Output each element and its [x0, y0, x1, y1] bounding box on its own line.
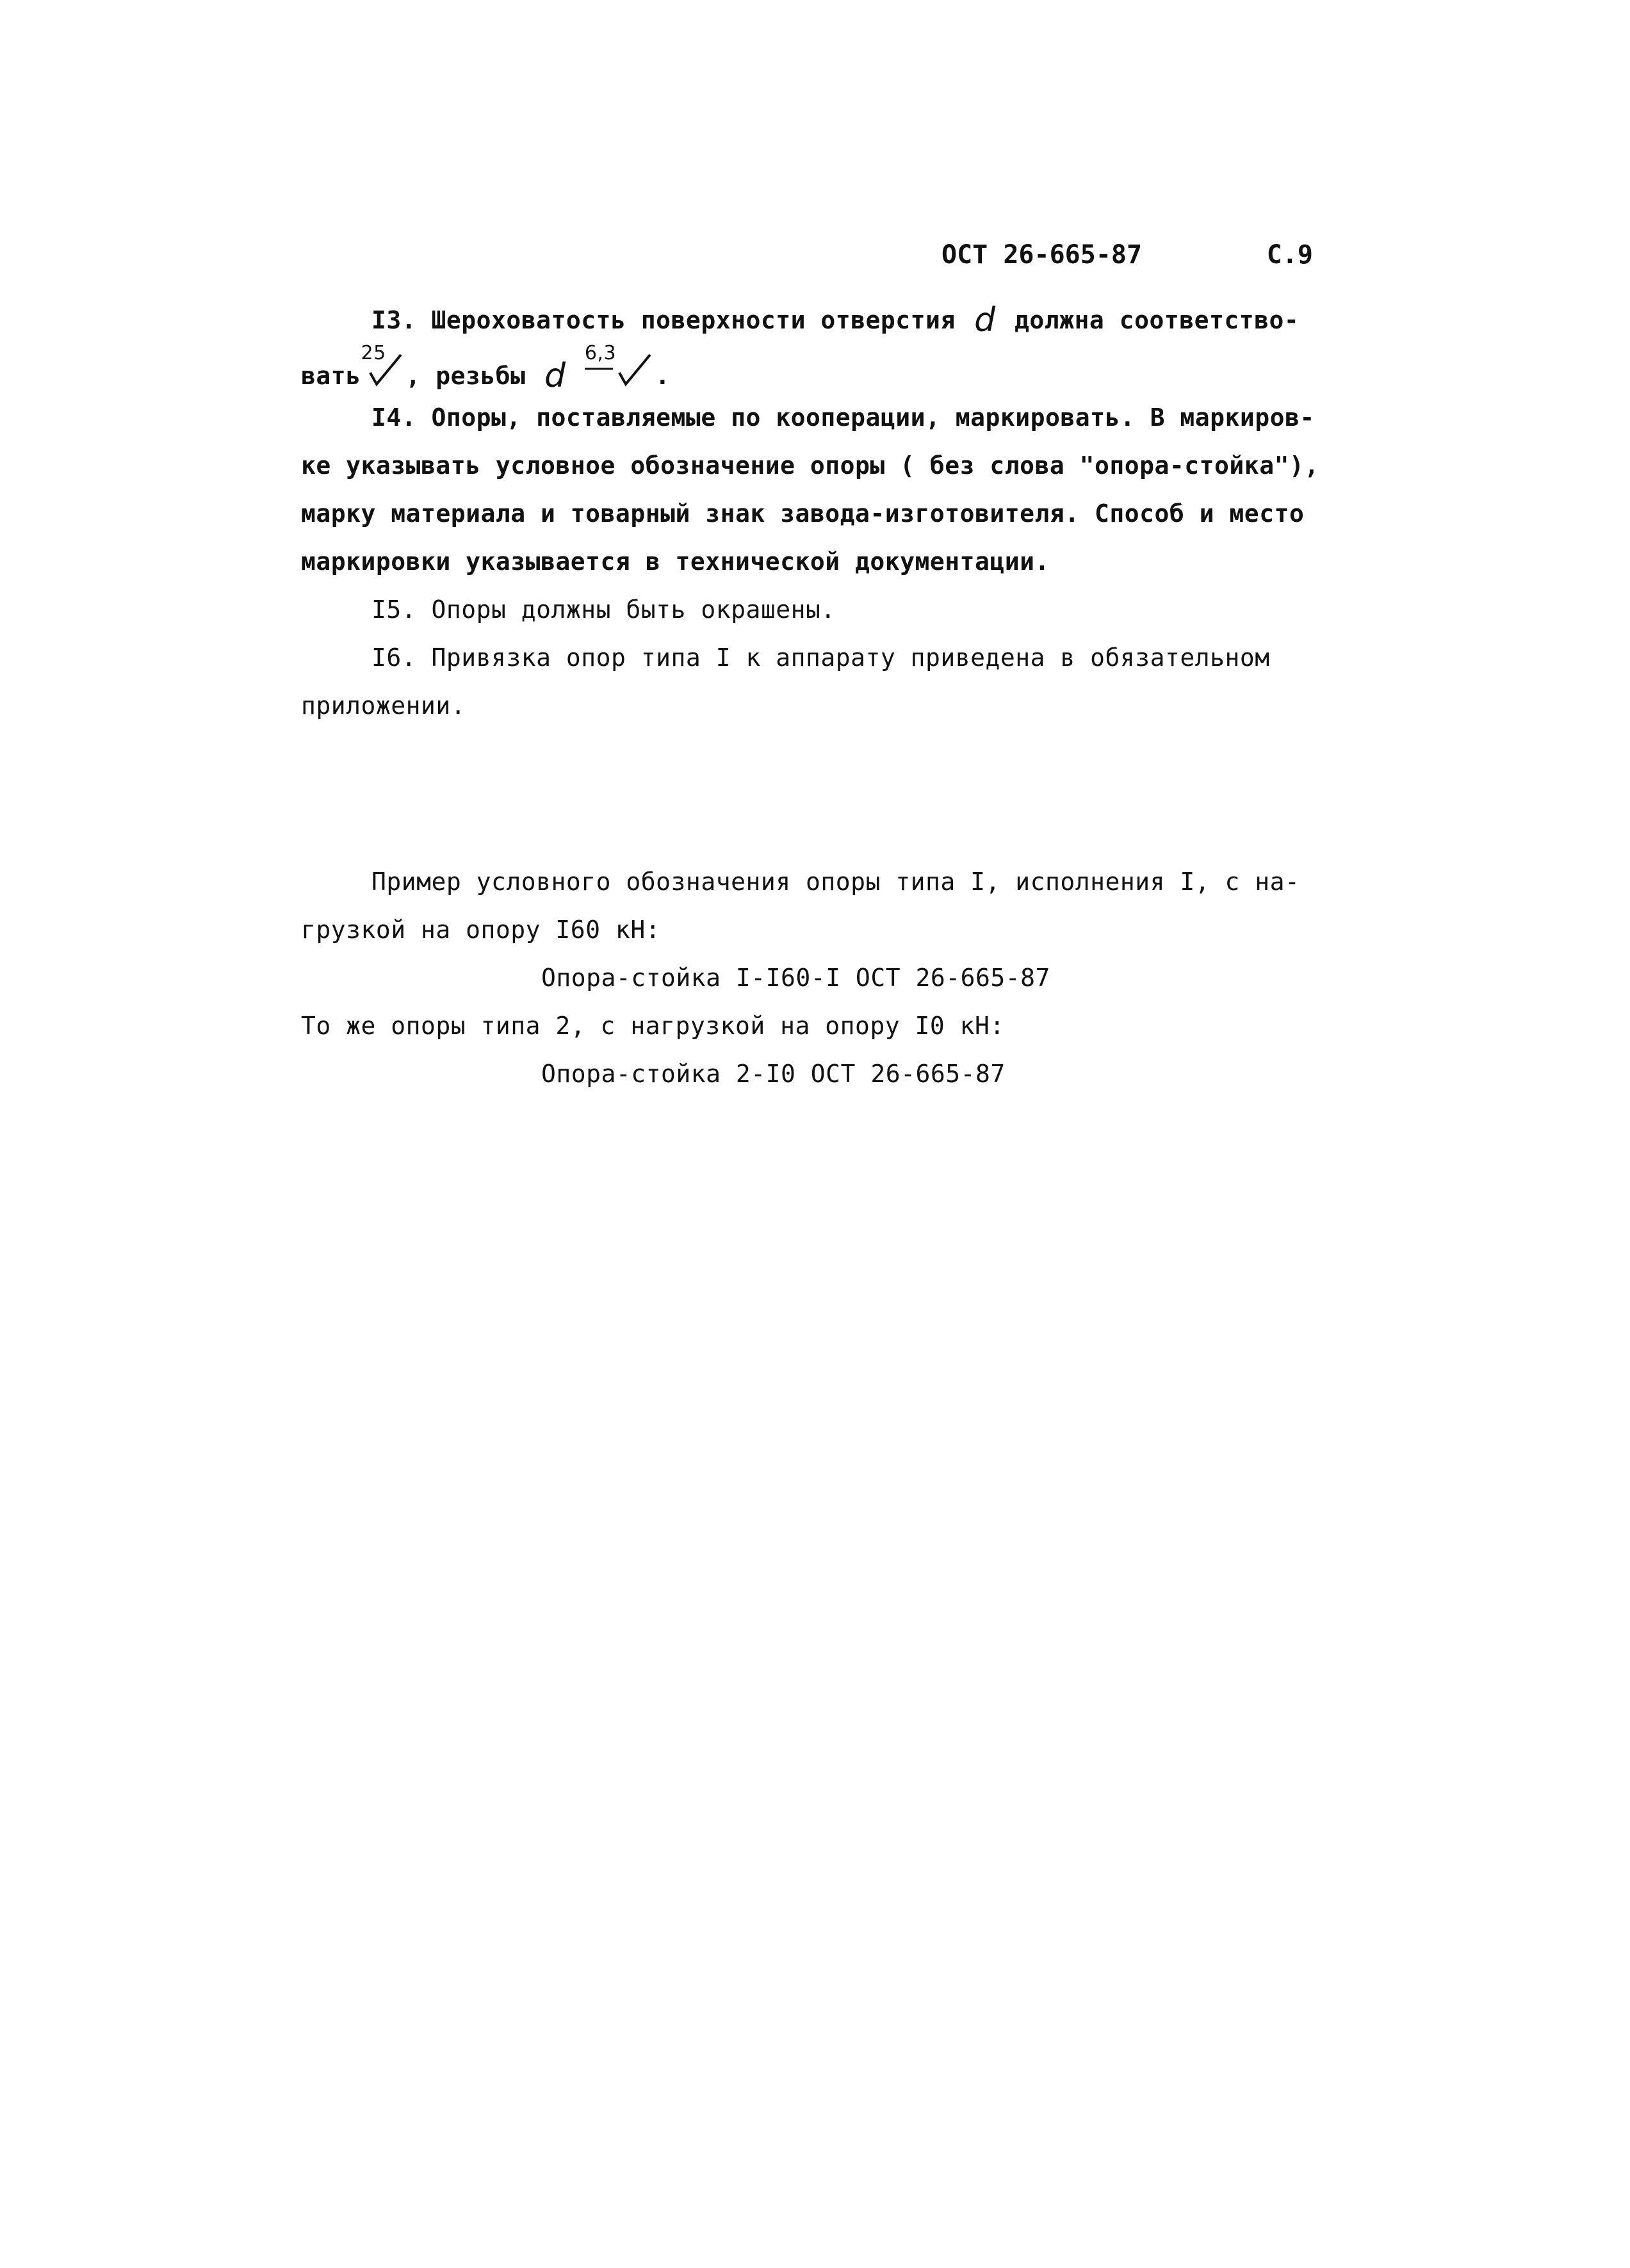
item-14-line-4: маркировки указывается в технической документации. [301, 547, 1050, 576]
example-line-2: грузкой на опору I60 кН: [301, 916, 661, 944]
page-number: С.9 [1266, 240, 1313, 270]
document-code: ОСТ 26-665-87 [941, 240, 1143, 270]
page-header [941, 240, 1313, 279]
item-14-line-1: I4. Опоры, поставляемые по кооперации, маркировать. В маркиров- [371, 403, 1315, 432]
item-13-line-2: вать 25 , резьбы d 6,3 . [301, 342, 671, 395]
item-16-line-1: I6. Привязка опор типа I к аппарату приведена в обязательном [371, 644, 1270, 672]
example-line-3: То же опоры типа 2, с нагрузкой на опору I0 кН: [301, 1012, 1005, 1040]
roughness-symbol [361, 342, 406, 389]
item-13-line-1: I3. Шероховатость поверхности отверстия d должна соответство- [371, 301, 1300, 339]
item-14-line-2: ке указывать условное обозначение опоры ( без слова "опора-стойка"), [301, 451, 1319, 480]
diameter-symbol: d [974, 301, 996, 339]
roughness-symbol-2 [584, 342, 655, 389]
example-designation-1: Опора-стойка I-I60-I ОСТ 26-665-87 [541, 964, 1050, 992]
item-15-line-1: I5. Опоры должны быть окрашены. [371, 595, 836, 624]
item-14-line-3: марку материала и товарный знак завода-изготовителя. Способ и место [301, 499, 1305, 528]
roughness-value-1: 25 [361, 342, 386, 364]
thread-diameter-symbol: d [544, 357, 566, 395]
roughness-value-2: 6,3 [584, 342, 617, 364]
item-16-line-2: приложении. [301, 692, 466, 720]
example-line-1: Пример условного обозначения опоры типа I, исполнения I, с на- [371, 868, 1300, 896]
example-designation-2: Опора-стойка 2-I0 ОСТ 26-665-87 [541, 1060, 1006, 1088]
